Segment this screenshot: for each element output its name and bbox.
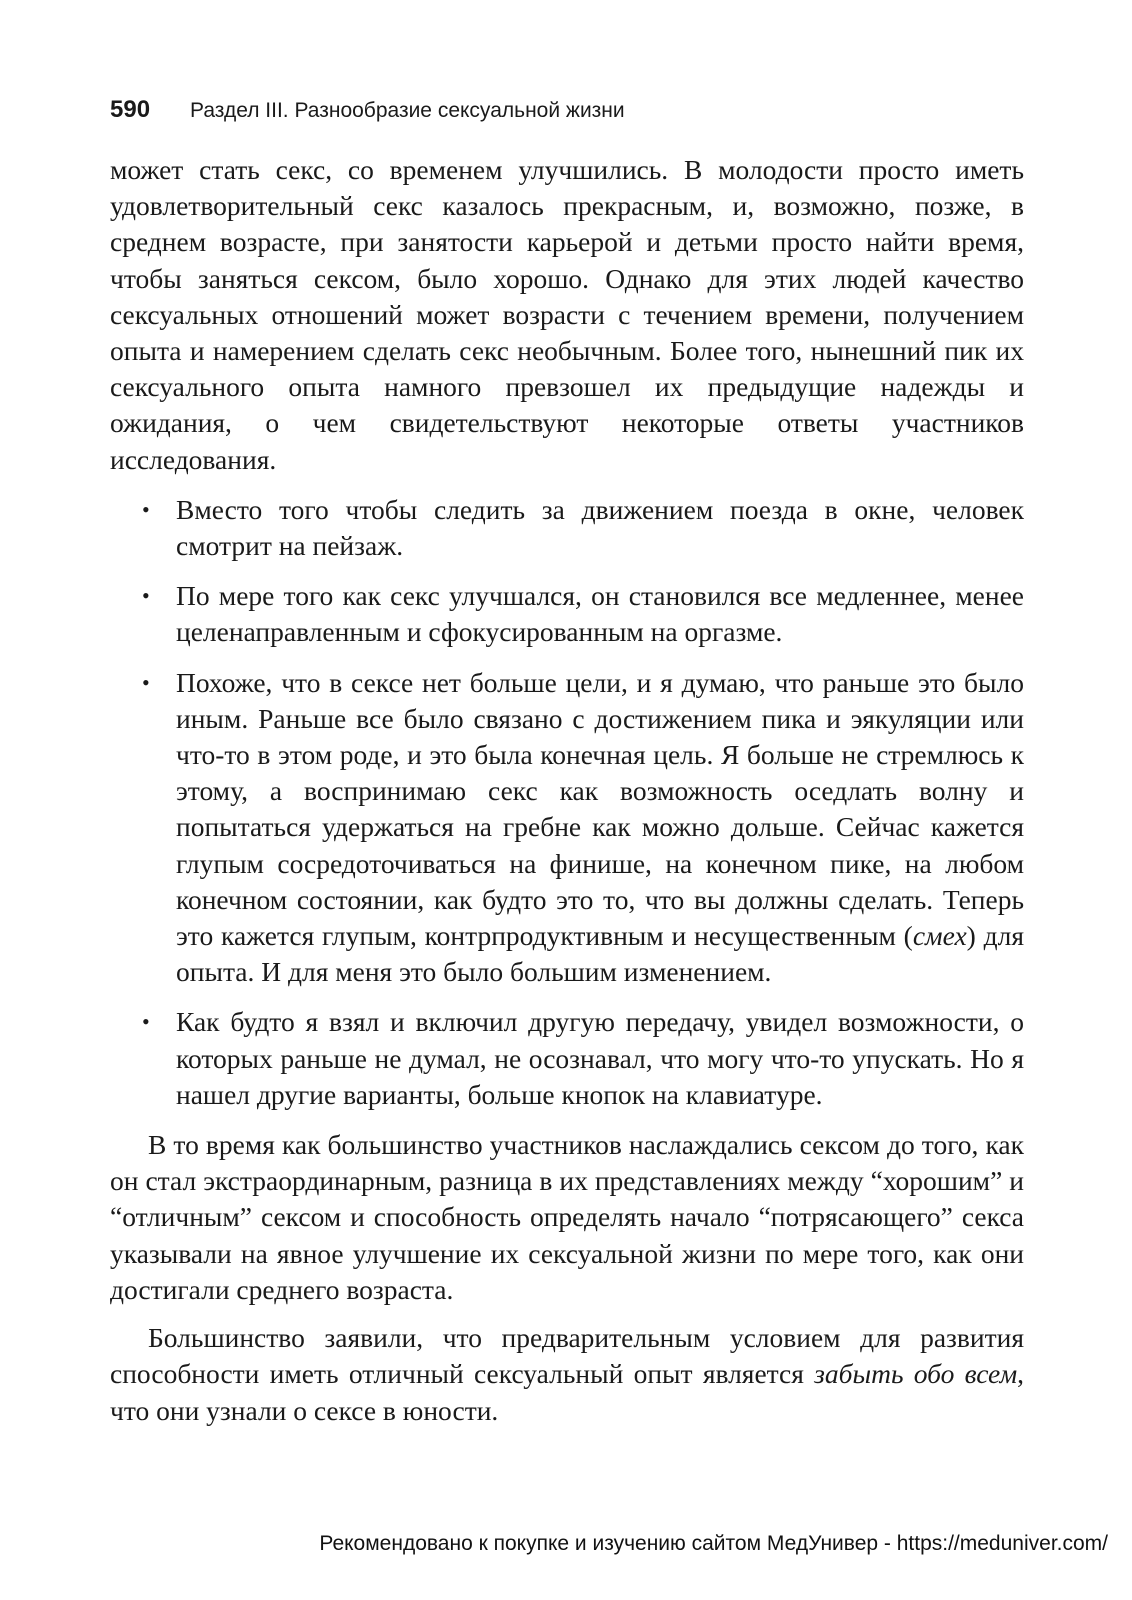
bullet-item xyxy=(142,578,1024,650)
section-title: Раздел III. Разнообразие сексуальной жизни xyxy=(190,99,625,122)
page-number: 590 xyxy=(110,96,151,123)
bullet-text-italic: смех xyxy=(912,920,967,952)
paragraph-text-end: , что они узнали о сексе в юности. xyxy=(110,1358,1024,1426)
paragraph-text-italic: забыть обо всем xyxy=(814,1358,1018,1390)
bullet-icon: • xyxy=(142,496,150,522)
paragraph-text-start: Большинство заявили, что предварительным условием для развития способности иметь отличный сексуальный опыт является xyxy=(110,1322,1024,1390)
bullet-icon: • xyxy=(142,669,150,695)
body-paragraph: В то время как большинство участников наслаждались сексом до того, как он стал экстраординарным, разница в их представлениях между “хорошим” и “отличным” сексом и способность определять начало “потрясающего” секса указывали на явное улучшение их сексуальной жизни по мере того, как они достигали среднего возраста. xyxy=(110,1129,1024,1305)
bullet-text: Как будто я взял и включил другую передачу, увидел возможности, о которых раньше не думал, не осознавал, что могу что-то упускать. Но я нашел другие варианты, больше кнопок на клавиатуре. xyxy=(176,1006,1024,1110)
bullet-text-start: Похоже, что в сексе нет больше цели, и я думаю, что раньше это было иным. Раньше все было связано с достижением пика и эякуляции или что-то в этом роде, и это была конечная цель. Я больше не стремлюсь к этому, а воспринимаю секс как возможность оседлать волну и попытаться удержаться на гребне как можно дольше. Сейчас кажется глупым сосредоточиваться на финише, на конечном пике, на любом конечном состоянии, как будто это то, что вы должны сделать. Теперь это кажется глупым, контрпродуктивным и несущественным ( xyxy=(176,666,1024,952)
quote-bullet-list xyxy=(110,492,1024,1113)
bullet-text: Вместо того чтобы следить за движением поезда в окне, человек смотрит на пейзаж. xyxy=(176,493,1024,562)
bullet-text: По мере того как секс улучшался, он становился все медленнее, менее целенаправленным и сфокусированным на оргазме. xyxy=(176,580,1024,648)
running-head xyxy=(110,96,1024,124)
bullet-item xyxy=(142,1004,1024,1113)
bullet-icon: • xyxy=(142,1009,150,1035)
bullet-item xyxy=(142,665,1024,991)
book-page xyxy=(110,96,1024,1429)
bullet-icon: • xyxy=(142,583,150,609)
body-paragraph-continued: может стать секс, со временем улучшились. В молодости просто иметь удовлетворительный секс казалось прекрасным, и, возможно, позже, в среднем возрасте, при занятости карьерой и детьми просто найти время, чтобы заняться сексом, было хорошо. Однако для этих людей качество сексуальных отношений может возрасти с течением времени, получением опыта и намерением сделать секс необычным. Более того, нынешний пик их сексуального опыта намного превзошел их предыдущие надежды и ожидания, о чем свидетельствуют некоторые ответы участников исследования. xyxy=(110,154,1024,475)
bullet-item xyxy=(142,492,1024,564)
body-paragraph xyxy=(110,1320,1024,1429)
footer-watermark: Рекомендовано к покупке и изучению сайтом МедУнивер - https://meduniver.com/ xyxy=(319,1532,1108,1555)
bullet-text-end: ) для опыта. И для меня это было большим изменением. xyxy=(176,920,1024,988)
